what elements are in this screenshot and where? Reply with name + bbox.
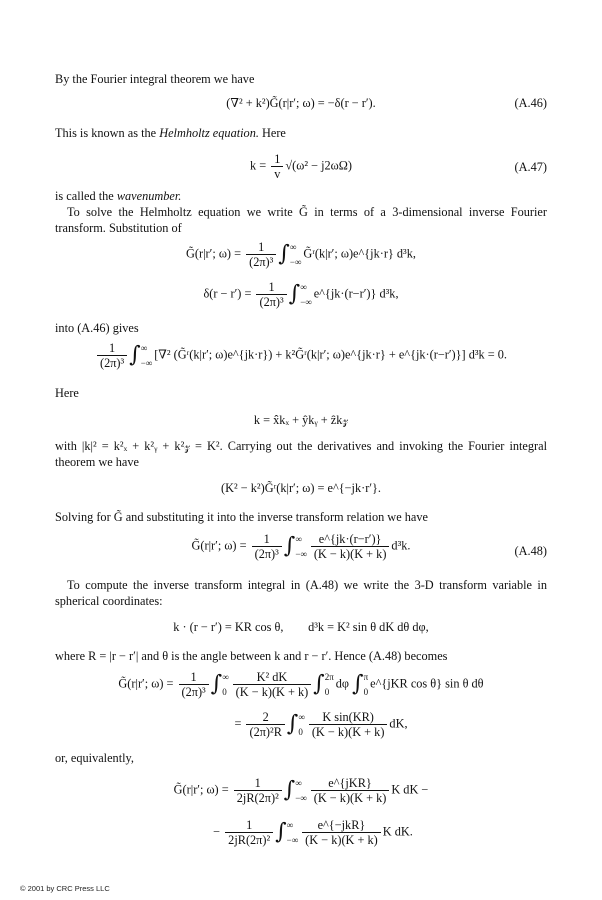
paragraph-helmholtz: [55, 126, 547, 142]
a47-lhs: k =: [250, 158, 270, 173]
k-vector-body: k = x̂kₓ + ŷkᵧ + ẑk𝓏: [253, 413, 349, 427]
equation-a46: [55, 96, 547, 120]
equation-spherical: [55, 620, 547, 644]
helmholtz-term: Helmholtz equation.: [159, 126, 259, 140]
helmholtz-lead: This is known as the: [55, 126, 160, 140]
integral-sign: ∫: [210, 671, 223, 697]
equation-b-line2: = $\frac{2}{\text{(2π)²R}}$ ∫ ∞ 0 $\frac{\text{K sin(KR)}}{(K - k)(K + k)}$ dK,: [234, 710, 408, 740]
integral-sign: ∫: [283, 777, 296, 803]
equation-a46-body: (∇² + k²)G̃(r|r′; ω) = −δ(r − r′).: [226, 96, 376, 110]
equation-k-vector: [55, 413, 547, 437]
g-rhs: G̃ʳ(k|r′; ω)e^{jk·r} d³k,: [303, 246, 416, 261]
a47-fraction: $\frac{1}{v}$: [271, 152, 283, 181]
equation-transformed: [55, 481, 547, 505]
integral-sign: ∫: [352, 671, 364, 697]
transformed-body: (K² − k²)G̃ʳ(k|r′; ω) = e^{−jk·r′}.: [221, 481, 381, 495]
helmholtz-tail: Here: [258, 126, 286, 140]
spherical-body: k · (r − r′) = KR cos θ, d³k = K² sin θ dK dθ dφ,: [173, 620, 429, 634]
g-lhs: G̃(r|r′; ω) =: [186, 246, 245, 261]
integral-sign: ∫: [286, 711, 299, 737]
paragraph-equivalently: or, equivalently,: [55, 751, 134, 765]
equation-substituted: $\frac{1}{\text{(2π)³}}$ ∫ ∞ −∞ [∇² (G̃ʳ(k|r′; ω)e^{jk·r}) + k²G̃ʳ(k|r′; ω)e^{jk·r} + e^{jk·(r−r′)}] d³k = 0.: [55, 339, 547, 381]
delta-lhs: δ(r − r′) =: [203, 286, 255, 301]
paragraph-solve-helmholtz: To solve the Helmholtz equation we write G̃ in terms of a 3-dimensional inverse Fourier transform. Substitution of: [55, 205, 547, 235]
equation-inverse-fourier-delta: δ(r − r′) = $\frac{1}{\text{(2π)³}}$ ∫ ∞ −∞ e^{jk·(r−r′)} d³k,: [203, 280, 399, 310]
wavenumber-lead: is called the: [55, 189, 117, 203]
equation-b-line1: G̃(r|r′; ω) = $\frac{1}{\text{(2π)³}}$ ∫ ∞ 0 $\frac{\text{K² dK}}{(K - k)(K + k)}$ ∫ 2π 0 dφ ∫ π 0 e^{jKR cos θ} sin θ dθ: [118, 670, 484, 700]
wavenumber-term: wavenumber.: [116, 189, 182, 203]
delta-rhs: e^{jk·(r−r′)} d³k,: [313, 286, 399, 301]
equation-inverse-fourier-g: G̃(r|r′; ω) = $\frac{1}{\text{(2π)³}}$ ∫ ∞ −∞ G̃ʳ(k|r′; ω)e^{jk·r} d³k,: [186, 240, 416, 270]
substituted-rhs: [∇² (G̃ʳ(k|r′; ω)e^{jk·r}) + k²G̃ʳ(k|r′; ω)e^{jk·r} + e^{jk·(r−r′)}] d³k = 0.: [154, 347, 507, 362]
integral-sign: ∫: [129, 342, 141, 368]
integral-sign: ∫: [283, 533, 296, 559]
a48-lhs: G̃(r|r′; ω) =: [191, 538, 250, 553]
integral-sign: ∫: [278, 241, 290, 267]
equation-a47: [55, 150, 547, 184]
equation-a46-number: (A.46): [514, 96, 547, 110]
paragraph-where-r: where R = |r − r′| and θ is the angle between k and r − r′. Hence (A.48) becomes: [55, 649, 448, 663]
integral-sign: ∫: [275, 819, 287, 845]
equation-a47-number: (A.47): [514, 160, 547, 174]
equation-c-line2: − $\frac{1}{\text{2jR(2π)²}}$ ∫ ∞ −∞ $\frac{\text{e\textasciicircum{}\{−jkR\}}}{(K - k)(K + k)}$ K dK.: [213, 818, 413, 848]
paragraph-solving: Solving for G̃ and substituting it into the inverse transform relation we have: [55, 510, 428, 524]
paragraph-wavenumber: [55, 189, 547, 205]
copyright-footer: © 2001 by CRC Press LLC: [20, 884, 110, 893]
integral-sign: ∫: [288, 281, 301, 307]
equation-a48-number: (A.48): [514, 544, 547, 558]
paragraph-derivatives: with |k|² = k²ₓ + k²ᵧ + k²𝓏 = K². Carrying out the derivatives and invoking the Fourier integral theorem we have: [55, 439, 547, 469]
equation-a48: G̃(r|r′; ω) = $\frac{1}{\text{(2π)³}}$ ∫ ∞ −∞ $\frac{e\^{}\{jk\cdot(r-r')\}}{(K - k)(K + k)}$ d³k. (A.48): [191, 532, 547, 562]
integral-sign: ∫: [313, 671, 325, 697]
paragraph-into-a46: into (A.46) gives: [55, 321, 139, 335]
equation-c-line1: G̃(r|r′; ω) = $\frac{1}{\text{2jR(2π)²}}$ ∫ ∞ −∞ $\frac{\text{e\textasciicircum{}\{jKR\}}}{(K - k)(K + k)}$ K dK −: [173, 776, 429, 806]
paragraph-fourier-theorem: By the Fourier integral theorem we have: [55, 72, 255, 86]
paragraph-here: Here: [55, 386, 79, 400]
paragraph-spherical: To compute the inverse transform integral in (A.48) we write the 3-D transform variable in spherical coordinates:: [55, 578, 547, 608]
a47-rhs: √(ω² − j2ωΩ): [285, 158, 352, 173]
